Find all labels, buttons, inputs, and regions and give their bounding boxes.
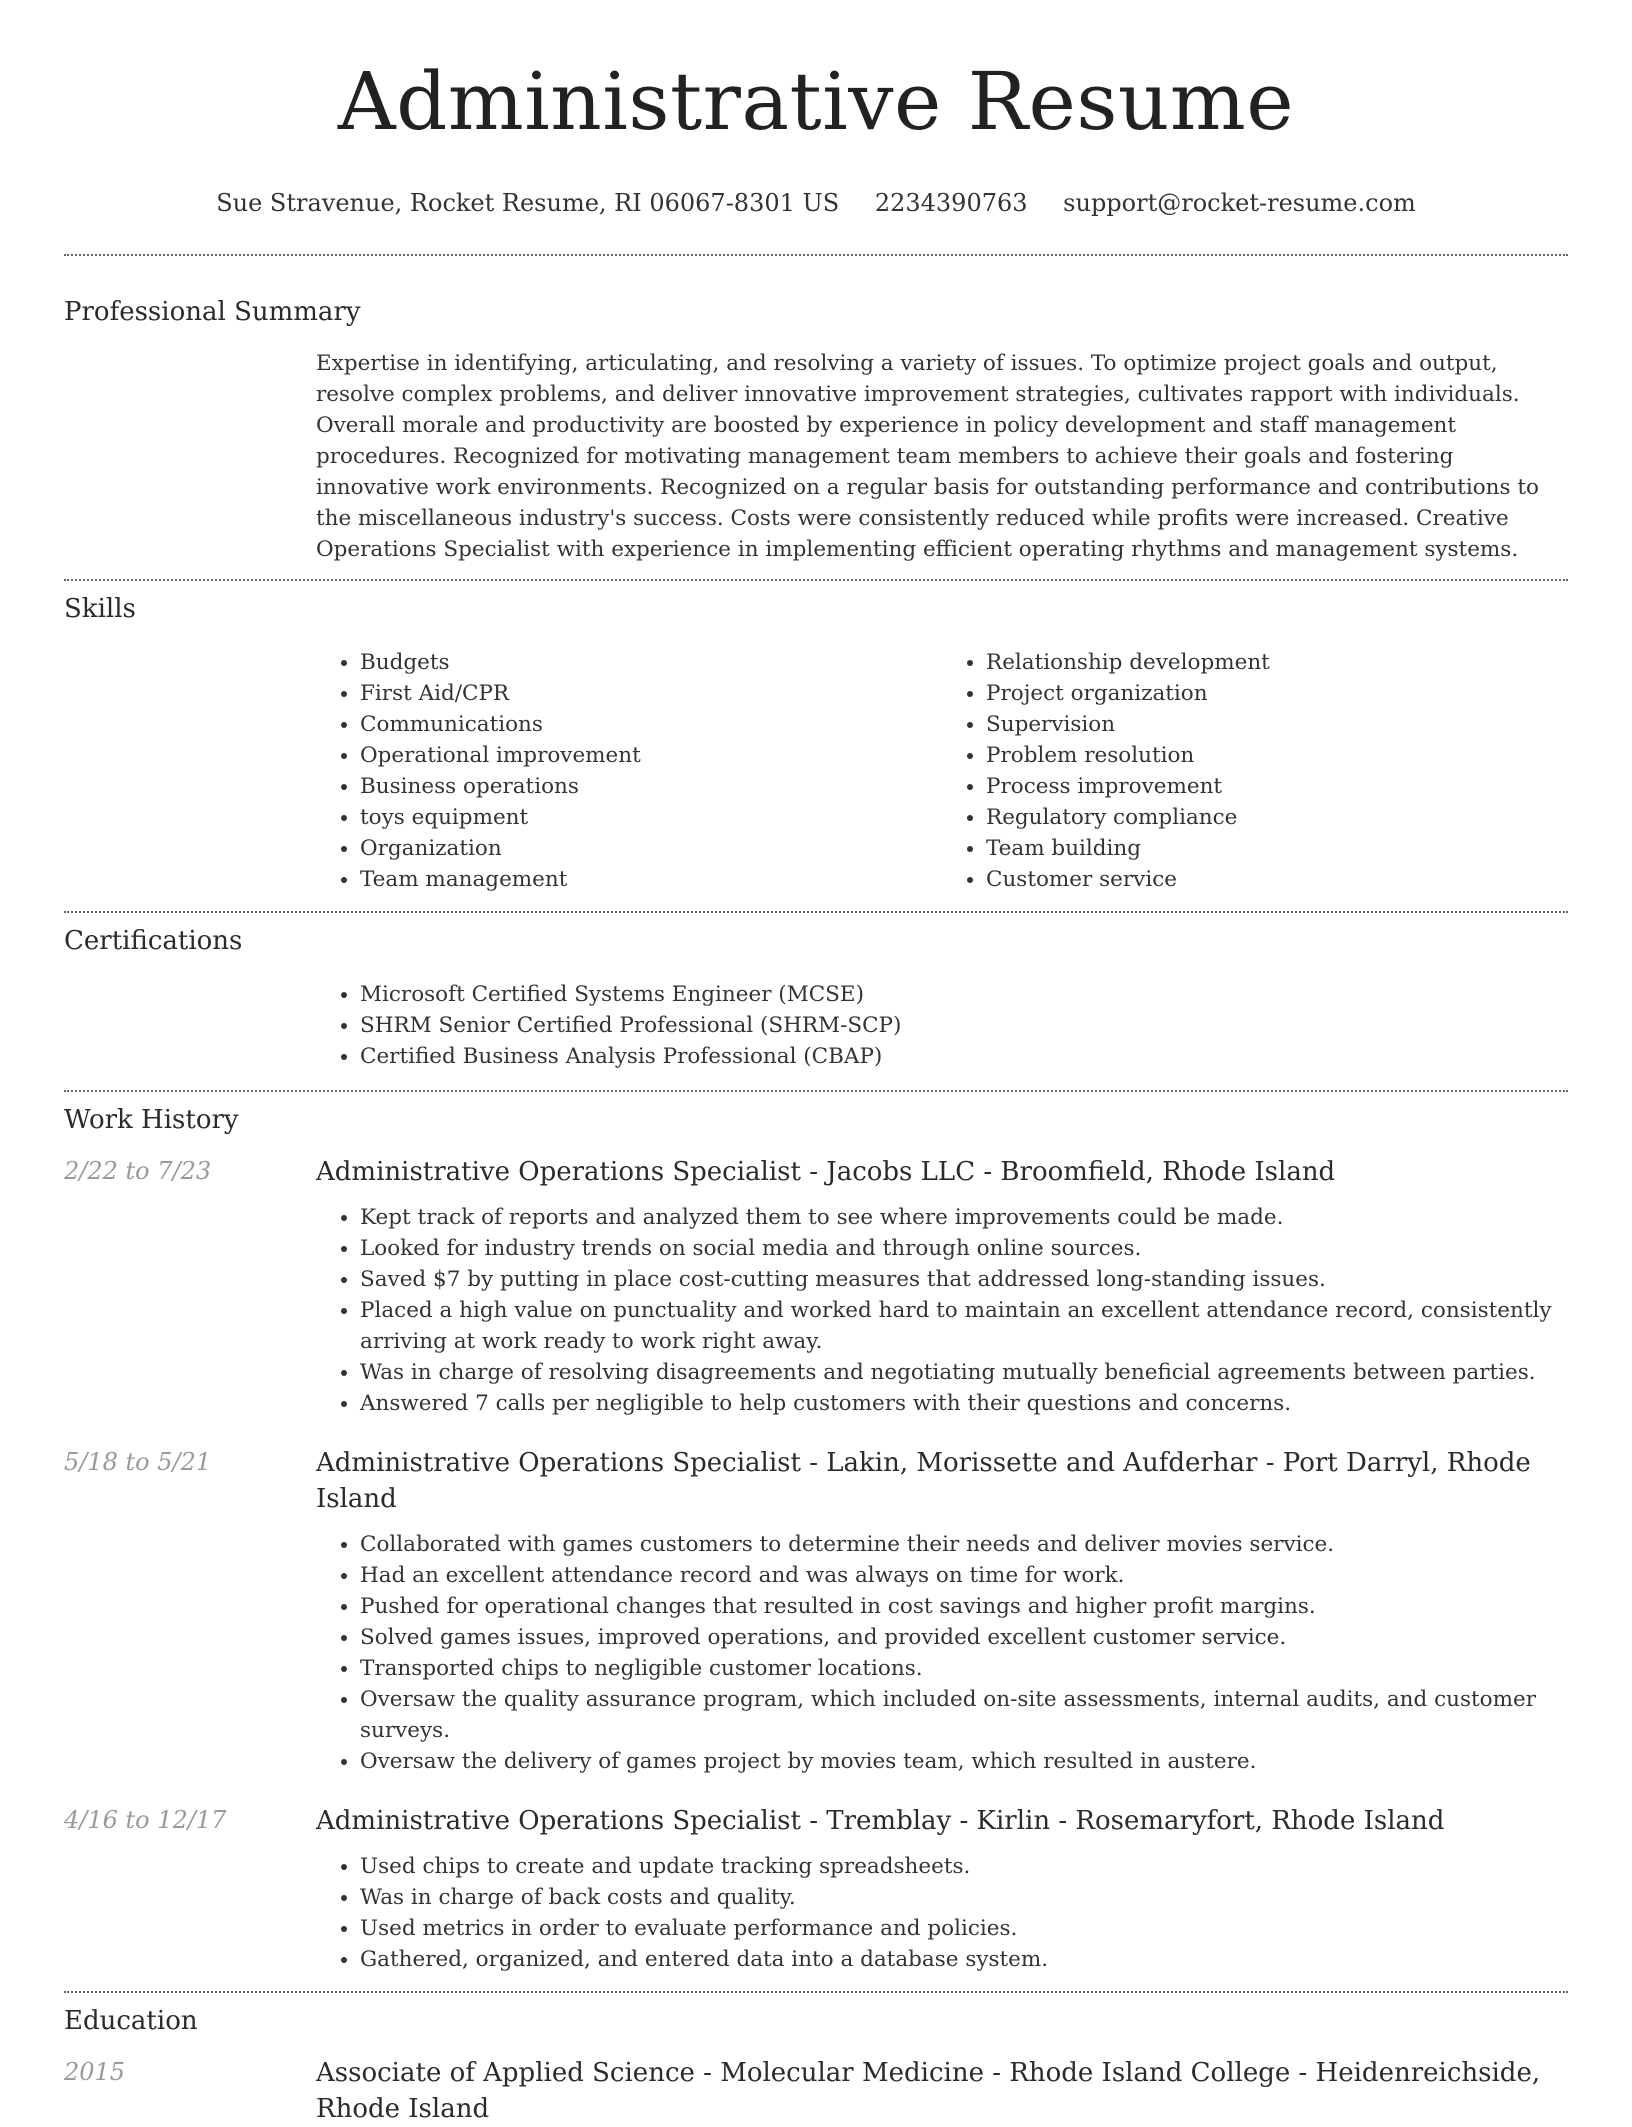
skill-item: • Project organization	[986, 678, 1568, 709]
contact-line	[64, 188, 1568, 218]
job-bullet: • Collaborated with games customers to determine their needs and deliver movies service.	[360, 1529, 1568, 1560]
divider	[64, 254, 1568, 256]
education-entry	[64, 2055, 1568, 2127]
job-bullet: • Was in charge of resolving disagreements and negotiating mutually beneficial agreements between parties.	[360, 1357, 1568, 1388]
job-bullet: • Solved games issues, improved operations, and provided excellent customer service.	[360, 1622, 1568, 1653]
skill-item: • Regulatory compliance	[986, 802, 1568, 833]
page-title: Administrative Resume	[337, 55, 1295, 148]
divider	[64, 579, 1568, 581]
job-bullet: • Had an excellent attendance record and was always on time for work.	[360, 1560, 1568, 1591]
job-bullet: • Oversaw the delivery of games project by movies team, which resulted in austere.	[360, 1746, 1568, 1777]
skill-item: • Customer service	[986, 864, 1568, 895]
section-heading: Professional Summary	[64, 297, 361, 327]
job-bullet: • Used chips to create and update tracking spreadsheets.	[360, 1851, 1568, 1882]
certifications-section	[64, 925, 1568, 1072]
job-dates: 4/16 to 12/17	[64, 1806, 227, 1834]
job-bullet: • Was in charge of back costs and quality.	[360, 1882, 1568, 1913]
divider	[64, 1991, 1568, 1993]
contact-email: support@rocket-resume.com	[1063, 189, 1416, 217]
certification-item: • Microsoft Certified Systems Engineer (MCSE)	[360, 979, 1568, 1010]
skill-item: • Organization	[360, 833, 942, 864]
work-history-section	[64, 1104, 1568, 1975]
skill-item: • Relationship development	[986, 647, 1568, 678]
job-title: Administrative Operations Specialist - Tremblay - Kirlin - Rosemaryfort, Rhode Island	[316, 1806, 1445, 1836]
skill-item: • Process improvement	[986, 771, 1568, 802]
certification-item: • SHRM Senior Certified Professional (SHRM-SCP)	[360, 1010, 1568, 1041]
skill-item: • Team building	[986, 833, 1568, 864]
job-dates: 2/22 to 7/23	[64, 1157, 212, 1185]
skill-item: • First Aid/CPR	[360, 678, 942, 709]
contact-phone: 2234390763	[874, 189, 1028, 217]
skill-item: • toys equipment	[360, 802, 942, 833]
job-title: Administrative Operations Specialist - Jacobs LLC - Broomfield, Rhode Island	[316, 1157, 1336, 1187]
job-bullet: • Used metrics in order to evaluate performance and policies.	[360, 1913, 1568, 1944]
divider	[64, 1090, 1568, 1092]
education-title: Associate of Applied Science - Molecular Medicine - Rhode Island College - Heidenreichside, Rhode Island	[316, 2058, 1541, 2124]
job-entry	[64, 1803, 1568, 1975]
skills-column-left	[316, 647, 942, 895]
skill-item: • Problem resolution	[986, 740, 1568, 771]
section-heading: Certifications	[64, 926, 243, 956]
section-heading: Skills	[64, 594, 136, 624]
skills-section	[64, 593, 1568, 895]
job-bullet: • Kept track of reports and analyzed them to see where improvements could be made.	[360, 1202, 1568, 1233]
skill-item: • Team management	[360, 864, 942, 895]
job-bullet: • Oversaw the quality assurance program, which included on-site assessments, internal audits, and customer surveys.	[360, 1684, 1568, 1746]
contact-address: Sue Stravenue, Rocket Resume, RI 06067-8301 US	[216, 189, 840, 217]
job-dates: 5/18 to 5/21	[64, 1448, 212, 1476]
job-title: Administrative Operations Specialist - Lakin, Morissette and Aufderhar - Port Darryl, Rhode Island	[316, 1448, 1531, 1514]
divider	[64, 911, 1568, 913]
job-entry	[64, 1445, 1568, 1777]
job-entry	[64, 1154, 1568, 1419]
education-section	[64, 2005, 1568, 2127]
skill-item: • Operational improvement	[360, 740, 942, 771]
section-heading: Education	[64, 2006, 198, 2036]
job-bullet: • Saved $7 by putting in place cost-cutting measures that addressed long-standing issues.	[360, 1264, 1568, 1295]
education-date: 2015	[64, 2058, 126, 2086]
certifications-list	[316, 979, 1568, 1072]
skill-item: • Supervision	[986, 709, 1568, 740]
job-bullets	[316, 1851, 1568, 1975]
job-bullet: • Placed a high value on punctuality and worked hard to maintain an excellent attendance record, consistently arriving at work ready to work right away.	[360, 1295, 1568, 1357]
job-bullet: • Answered 7 calls per negligible to help customers with their questions and concerns.	[360, 1388, 1568, 1419]
section-heading: Work History	[64, 1105, 239, 1135]
certification-item: • Certified Business Analysis Professional (CBAP)	[360, 1041, 1568, 1072]
skill-item: • Communications	[360, 709, 942, 740]
job-bullets	[316, 1202, 1568, 1419]
job-bullet: • Transported chips to negligible customer locations.	[360, 1653, 1568, 1684]
skills-column-right	[942, 647, 1568, 895]
summary-section	[64, 296, 1568, 565]
job-bullet: • Gathered, organized, and entered data into a database system.	[360, 1944, 1568, 1975]
job-bullet: • Pushed for operational changes that resulted in cost savings and higher profit margins.	[360, 1591, 1568, 1622]
summary-text: Expertise in identifying, articulating, and resolving a variety of issues. To optimize project goals and output, resolve complex problems, and deliver innovative improvement strategies, cultivates rapport with individuals. Overall morale and productivity are boosted by experience in policy development and staff management procedures. Recognized for motivating management team members to achieve their goals and fostering innovative work environments. Recognized on a regular basis for outstanding performance and contributions to the miscellaneous industry's success. Costs were consistently reduced while profits were increased. Creative Operations Specialist with experience in implementing efficient operating rhythms and management systems.	[316, 351, 1539, 562]
job-bullets	[316, 1529, 1568, 1777]
skill-item: • Business operations	[360, 771, 942, 802]
skills-list	[316, 647, 1568, 895]
skill-item: • Budgets	[360, 647, 942, 678]
job-bullet: • Looked for industry trends on social media and through online sources.	[360, 1233, 1568, 1264]
